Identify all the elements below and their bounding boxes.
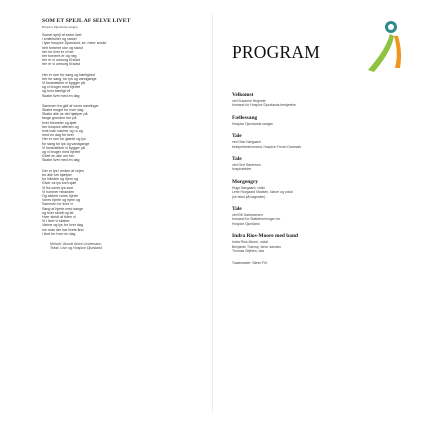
fold-divider — [212, 14, 213, 412]
item-title: Tale — [232, 206, 242, 213]
item-detail: formand for Hospice Djurslands bestyrelse — [232, 103, 296, 108]
lyric-line: Vi i livet vi skaber — [42, 219, 70, 224]
song-note — [50, 242, 192, 251]
item-detail: hospiceleder — [232, 167, 252, 172]
lyric-line: Sang af hjerte med sange — [42, 206, 84, 211]
lyric-line: Vores hjerte og hjem og — [42, 198, 80, 203]
lyric-line: Vi rummer hinanden — [42, 189, 75, 194]
stanza-4 — [42, 169, 192, 236]
lyric-line: Skabe alle os det hjælper på — [42, 112, 88, 117]
item-detail: bestyrelsesformand, Hospice Forum Danmark — [232, 144, 302, 149]
lyric-line: Hver skridt af tiden vi — [42, 214, 76, 219]
program-item-singing — [232, 115, 402, 126]
item-title: Tale — [232, 156, 242, 163]
program-item-speech-1 — [232, 133, 402, 149]
toastmaster: Toastmaster: Steen Frit — [232, 260, 268, 265]
item-title: Tale — [232, 133, 242, 140]
item-detail: Benjamin Traerup, tenor saxofon — [232, 244, 282, 249]
item-detail: Hospice Djursland — [232, 221, 260, 226]
lyric-line: helt fornemt stor og stand — [42, 45, 83, 50]
stanza-3 — [42, 104, 192, 163]
lyric-line: her er vi omsorg til sidst — [42, 62, 80, 67]
program-item-band — [232, 233, 402, 253]
item-detail: ved Susanne Hegnete — [232, 99, 266, 103]
lyric-line: og hvor kærligt vil — [42, 89, 71, 94]
lyric-line: i lyse hospice Djursland, se, meer smukt — [42, 41, 107, 46]
lyric-line: og vi bruger med hjertet — [42, 85, 80, 90]
lyric-line: her for sang, for lys og vandgange — [42, 76, 97, 81]
program-item-speech-3 — [232, 206, 402, 226]
lyric-line: hvis man varmer og ro og — [42, 129, 83, 134]
lyric-line: Somet spejl af selve livet — [42, 33, 82, 37]
item-detail: Thomas Sejthen, bas — [232, 249, 265, 254]
stanza-1 — [42, 33, 192, 67]
lyric-line: i livet for hver en dag — [42, 231, 76, 236]
lyric-line: Der er lys i enden af vejen — [42, 168, 84, 173]
lyric-line: i smilehuller og varsel — [42, 37, 77, 42]
lyric-line: Her er rum for glæde og lys — [42, 137, 86, 142]
item-detail: formand for Støtteforeningen for — [232, 217, 281, 222]
lyric-line: Og sikkert vores hjerte — [42, 193, 78, 198]
song-credit: Hospice Djursland sangen — [42, 25, 78, 29]
program-list — [232, 92, 402, 272]
lyric-line: her fornemt er og neg — [42, 54, 77, 59]
item-detail: Hospice Djurslands sangen — [232, 121, 274, 126]
song-column — [42, 18, 192, 251]
lyric-line: Vi forstrækker vi bygger på — [42, 81, 85, 86]
program-item-toastmaster — [232, 261, 402, 265]
song-title: SOM ET SPEJL AF SELVE LIVET — [42, 18, 131, 24]
lyric-line: Varme og lys for hver dag — [42, 223, 83, 228]
lyric-line: Skabe livet med en dag — [42, 158, 80, 163]
program-title: PROGRAM — [232, 42, 320, 62]
program-item-morgengry — [232, 179, 402, 199]
lyrics-credit: Tekst: Lise og Hospice Djursland — [50, 246, 103, 251]
program-item-speech-2 — [232, 156, 402, 172]
item-detail: ved Gert Sørensen — [232, 163, 261, 168]
lyric-line: med en dag for livet — [42, 133, 74, 138]
item-detail: (se tekst på bagsiden) — [232, 194, 266, 199]
item-detail: ved Elli Salomonsen — [232, 213, 263, 218]
lyric-line: og vi bruger med hjertet — [42, 150, 80, 155]
lyric-line: for sang for lys og vandgange — [42, 141, 90, 146]
stanza-2 — [42, 73, 192, 98]
lyric-line: her hospice aftenen og — [42, 124, 79, 129]
lyric-line: om man der har livets ånd — [42, 227, 84, 232]
hospice-logo-icon — [364, 18, 402, 74]
lyric-line: Vi fra vores lys som — [42, 185, 74, 190]
lyric-line: og hver skridt og tid — [42, 210, 74, 215]
lyric-line: Givet en alle om her — [42, 154, 75, 159]
lyric-line: for alle om hjælper — [42, 172, 72, 177]
item-title: Velkomst — [232, 92, 254, 98]
melody-credit: Melodi: Ukrudt Arent Lindemann — [50, 241, 102, 246]
lyric-line: Skabe livet med en dag — [42, 93, 80, 98]
item-title: Indra Rios-Moore med band — [232, 233, 298, 240]
lyric-line: Sammen fra gidt af vores samlinger — [42, 103, 99, 108]
lyric-line: Her er rum for sang og kærlighed — [42, 72, 95, 77]
lyric-line: Sammen for livet vi — [42, 202, 73, 207]
program-item-welcome — [232, 92, 402, 108]
item-detail: Hugo Nørgaard, violin — [232, 185, 265, 190]
lyric-line: for hånden og hjem og — [42, 177, 78, 182]
item-title: Fællessang — [232, 114, 258, 121]
item-title: Morgengry — [232, 178, 259, 185]
item-detail: ved Olav Nørgaard — [232, 140, 261, 145]
lyric-line: hver blomster og sjæl — [42, 120, 77, 125]
lyric-line: Vi forstrækker vi bygger på — [42, 145, 85, 150]
lyric-line: Giver os lys som sjæl — [42, 181, 77, 186]
lyric-line: her for livet er vi her — [42, 49, 74, 54]
lyric-line: fange grunden her på — [42, 116, 77, 121]
lyric-line: her er vi omsorg til sidst — [42, 58, 80, 63]
item-detail: Lene Hovgaard Madsen, klaver og vokal — [232, 190, 293, 195]
item-detail: Indra Rios-Moore, vokal — [232, 240, 268, 245]
lyric-line: Skabe meget for hver dag — [42, 108, 84, 113]
